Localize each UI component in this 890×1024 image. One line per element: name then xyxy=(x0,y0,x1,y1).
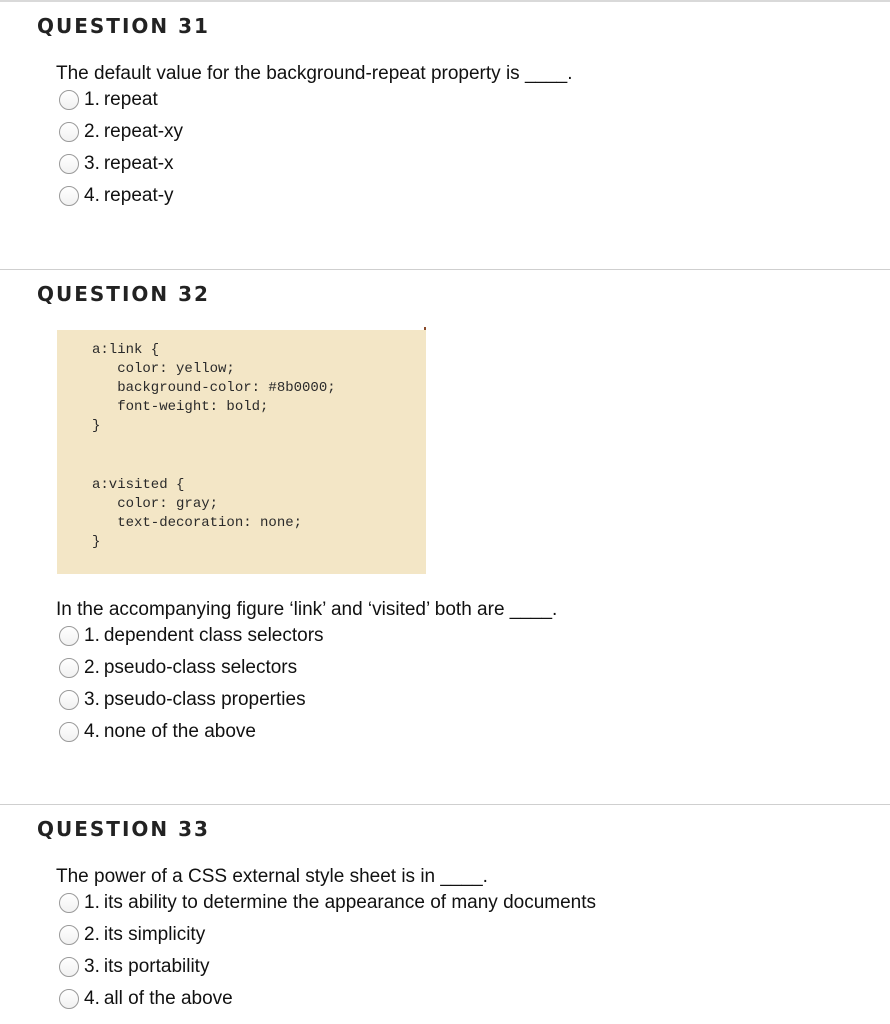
option-number: 3. xyxy=(84,689,100,710)
question-text: In the accompanying figure ‘link’ and ‘visited’ both are ____. xyxy=(56,599,558,620)
option-number: 4. xyxy=(84,988,100,1009)
radio-button[interactable] xyxy=(59,925,79,945)
answer-option[interactable] xyxy=(59,620,324,652)
radio-button[interactable] xyxy=(59,690,79,710)
option-label: its portability xyxy=(103,956,210,977)
radio-button[interactable] xyxy=(59,957,79,977)
question-title: QUESTION 33 xyxy=(37,817,210,841)
answer-option[interactable] xyxy=(59,716,324,748)
answer-option[interactable] xyxy=(59,684,324,716)
option-number: 2. xyxy=(84,924,100,945)
radio-button[interactable] xyxy=(59,893,79,913)
radio-button[interactable] xyxy=(59,989,79,1009)
answer-option[interactable] xyxy=(59,84,183,116)
figure-corner-mark xyxy=(424,327,426,330)
answer-option[interactable] xyxy=(59,180,183,212)
code-rule-visited: a:visited { color: gray; text-decoration: none; } xyxy=(92,477,303,550)
radio-button[interactable] xyxy=(59,658,79,678)
option-number: 2. xyxy=(84,657,100,678)
radio-button[interactable] xyxy=(59,90,79,110)
option-number: 4. xyxy=(84,185,100,206)
code-figure xyxy=(57,330,426,574)
answer-option[interactable] xyxy=(59,116,183,148)
answer-options xyxy=(59,887,596,1015)
option-label: its simplicity xyxy=(103,924,206,945)
option-number: 3. xyxy=(84,153,100,174)
option-number: 3. xyxy=(84,956,100,977)
option-label: dependent class selectors xyxy=(103,625,324,646)
answer-options xyxy=(59,620,324,748)
option-number: 2. xyxy=(84,121,100,142)
option-label: repeat-y xyxy=(103,185,174,206)
answer-option[interactable] xyxy=(59,652,324,684)
option-number: 1. xyxy=(84,892,100,913)
option-label: repeat-xy xyxy=(103,121,184,142)
option-label: pseudo-class properties xyxy=(103,689,306,710)
radio-button[interactable] xyxy=(59,722,79,742)
option-label: repeat xyxy=(103,89,158,110)
code-rule-link: a:link { color: yellow; background-color: #8b0000; font-weight: bold; } xyxy=(92,342,336,434)
option-number: 1. xyxy=(84,625,100,646)
answer-option[interactable] xyxy=(59,983,596,1015)
option-label: repeat-x xyxy=(103,153,174,174)
answer-option[interactable] xyxy=(59,919,596,951)
option-label: all of the above xyxy=(103,988,233,1009)
question-title: QUESTION 32 xyxy=(37,282,210,306)
answer-options xyxy=(59,84,183,212)
section-divider xyxy=(0,804,890,805)
option-number: 1. xyxy=(84,89,100,110)
question-text: The power of a CSS external style sheet is in ____. xyxy=(56,866,488,887)
radio-button[interactable] xyxy=(59,154,79,174)
top-divider xyxy=(0,0,890,2)
section-divider xyxy=(0,269,890,270)
option-label: its ability to determine the appearance of many documents xyxy=(103,892,597,913)
option-number: 4. xyxy=(84,721,100,742)
radio-button[interactable] xyxy=(59,122,79,142)
option-label: none of the above xyxy=(103,721,256,742)
question-title: QUESTION 31 xyxy=(37,14,210,38)
answer-option[interactable] xyxy=(59,951,596,983)
radio-button[interactable] xyxy=(59,186,79,206)
answer-option[interactable] xyxy=(59,148,183,180)
radio-button[interactable] xyxy=(59,626,79,646)
question-text: The default value for the background-repeat property is ____. xyxy=(56,63,573,84)
answer-option[interactable] xyxy=(59,887,596,919)
option-label: pseudo-class selectors xyxy=(103,657,298,678)
